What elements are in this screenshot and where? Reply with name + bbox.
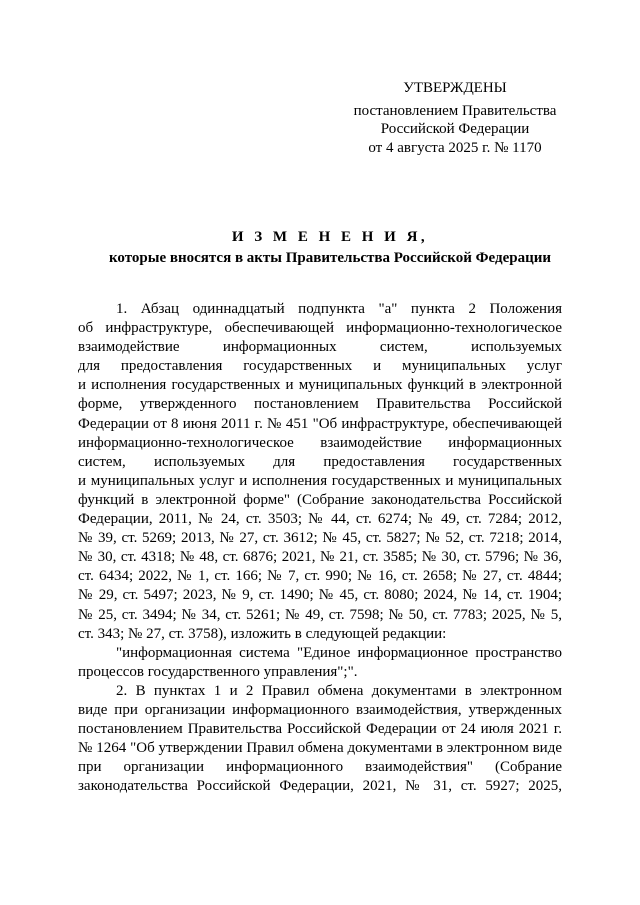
paragraph-line: № 30, ст. 4318; № 48, ст. 6876; 2021, № 21, ст. 3585; № 30, ст. 5796; № 36, — [78, 549, 562, 566]
paragraph-line: 2. В пунктах 1 и 2 Правил обмена документами в электронном — [116, 682, 562, 699]
paragraph-line: № 25, ст. 3494; № 34, ст. 5261; № 49, ст. 7598; № 50, ст. 7783; 2025, № 5, — [78, 606, 562, 623]
paragraph-line: и исполнения государственных и муниципальных функций в электронной — [78, 377, 562, 394]
paragraph-line: при организации информационного взаимодействия" (Собрание — [78, 759, 562, 776]
paragraph-line: "информационная система "Единое информационное пространство — [116, 644, 562, 661]
paragraph-line: № 39, ст. 5269; 2013, № 27, ст. 3612; № 45, ст. 5827; № 52, ст. 7218; 2014, — [78, 530, 562, 547]
approval-title: УТВЕРЖДЕНЫ — [403, 80, 507, 96]
paragraph-line: № 1264 "Об утверждении Правил обмена документами в электронном виде — [78, 740, 562, 757]
paragraph-line: виде при организации информационного взаимодействия, утвержденных — [78, 701, 562, 718]
document-body — [78, 300, 562, 796]
document-title: И З М Е Н Е Н И Я, — [231, 229, 429, 245]
approval-line: Российской Федерации — [380, 121, 530, 137]
paragraph-line: Федерации, 2011, № 24, ст. 3503; № 44, ст. 6274; № 49, ст. 7284; 2012, — [78, 511, 562, 528]
paragraph-line: Федерации от 8 июня 2011 г. № 451 "Об инфраструктуре, обеспечивающей — [78, 415, 562, 432]
approval-line: от 4 августа 2025 г. № 1170 — [368, 139, 542, 156]
paragraph-line: функций в электронной форме" (Собрание законодательства Российской — [78, 491, 562, 508]
paragraph-line: систем, используемых для предоставления государственных — [78, 453, 562, 470]
paragraph-line: постановлением Правительства Российской Федерации от 24 июля 2021 г. — [78, 721, 562, 738]
document-subtitle: которые вносятся в акты Правительства Российской Федерации — [108, 250, 552, 266]
paragraph-line: ст. 343; № 27, ст. 3758), изложить в следующей редакции: — [78, 625, 447, 642]
paragraph-line: ст. 6434; 2022, № 1, ст. 166; № 7, ст. 990; № 16, ст. 2658; № 27, ст. 4844; — [78, 568, 562, 585]
approval-line: постановлением Правительства — [353, 102, 557, 119]
paragraph-line: информационно-технологическое взаимодействие информационных — [78, 434, 562, 451]
paragraph-line: и муниципальных услуг и исполнения государственных и муниципальных — [78, 472, 562, 489]
approval-stamp — [340, 79, 570, 157]
paragraph-line: 1. Абзац одиннадцатый подпункта "а" пункта 2 Положения — [116, 301, 562, 317]
paragraph-line: № 29, ст. 5497; 2023, № 9, ст. 1490; № 45, ст. 8080; 2024, № 14, ст. 1904; — [78, 587, 562, 604]
paragraph-line: форме, утвержденного постановлением Правительства Российской — [78, 396, 562, 413]
paragraph-line: процессов государственного управления";". — [78, 663, 358, 680]
paragraph-line: для предоставления государственных и муниципальных услуг — [78, 358, 562, 375]
paragraph-line: законодательства Российской Федерации, 2021, № 31, ст. 5927; 2025, — [78, 778, 562, 795]
paragraph-line: взаимодействие информационных систем, используемых — [78, 339, 562, 356]
paragraph-line: об инфраструктуре, обеспечивающей информационно-технологическое — [78, 320, 562, 337]
